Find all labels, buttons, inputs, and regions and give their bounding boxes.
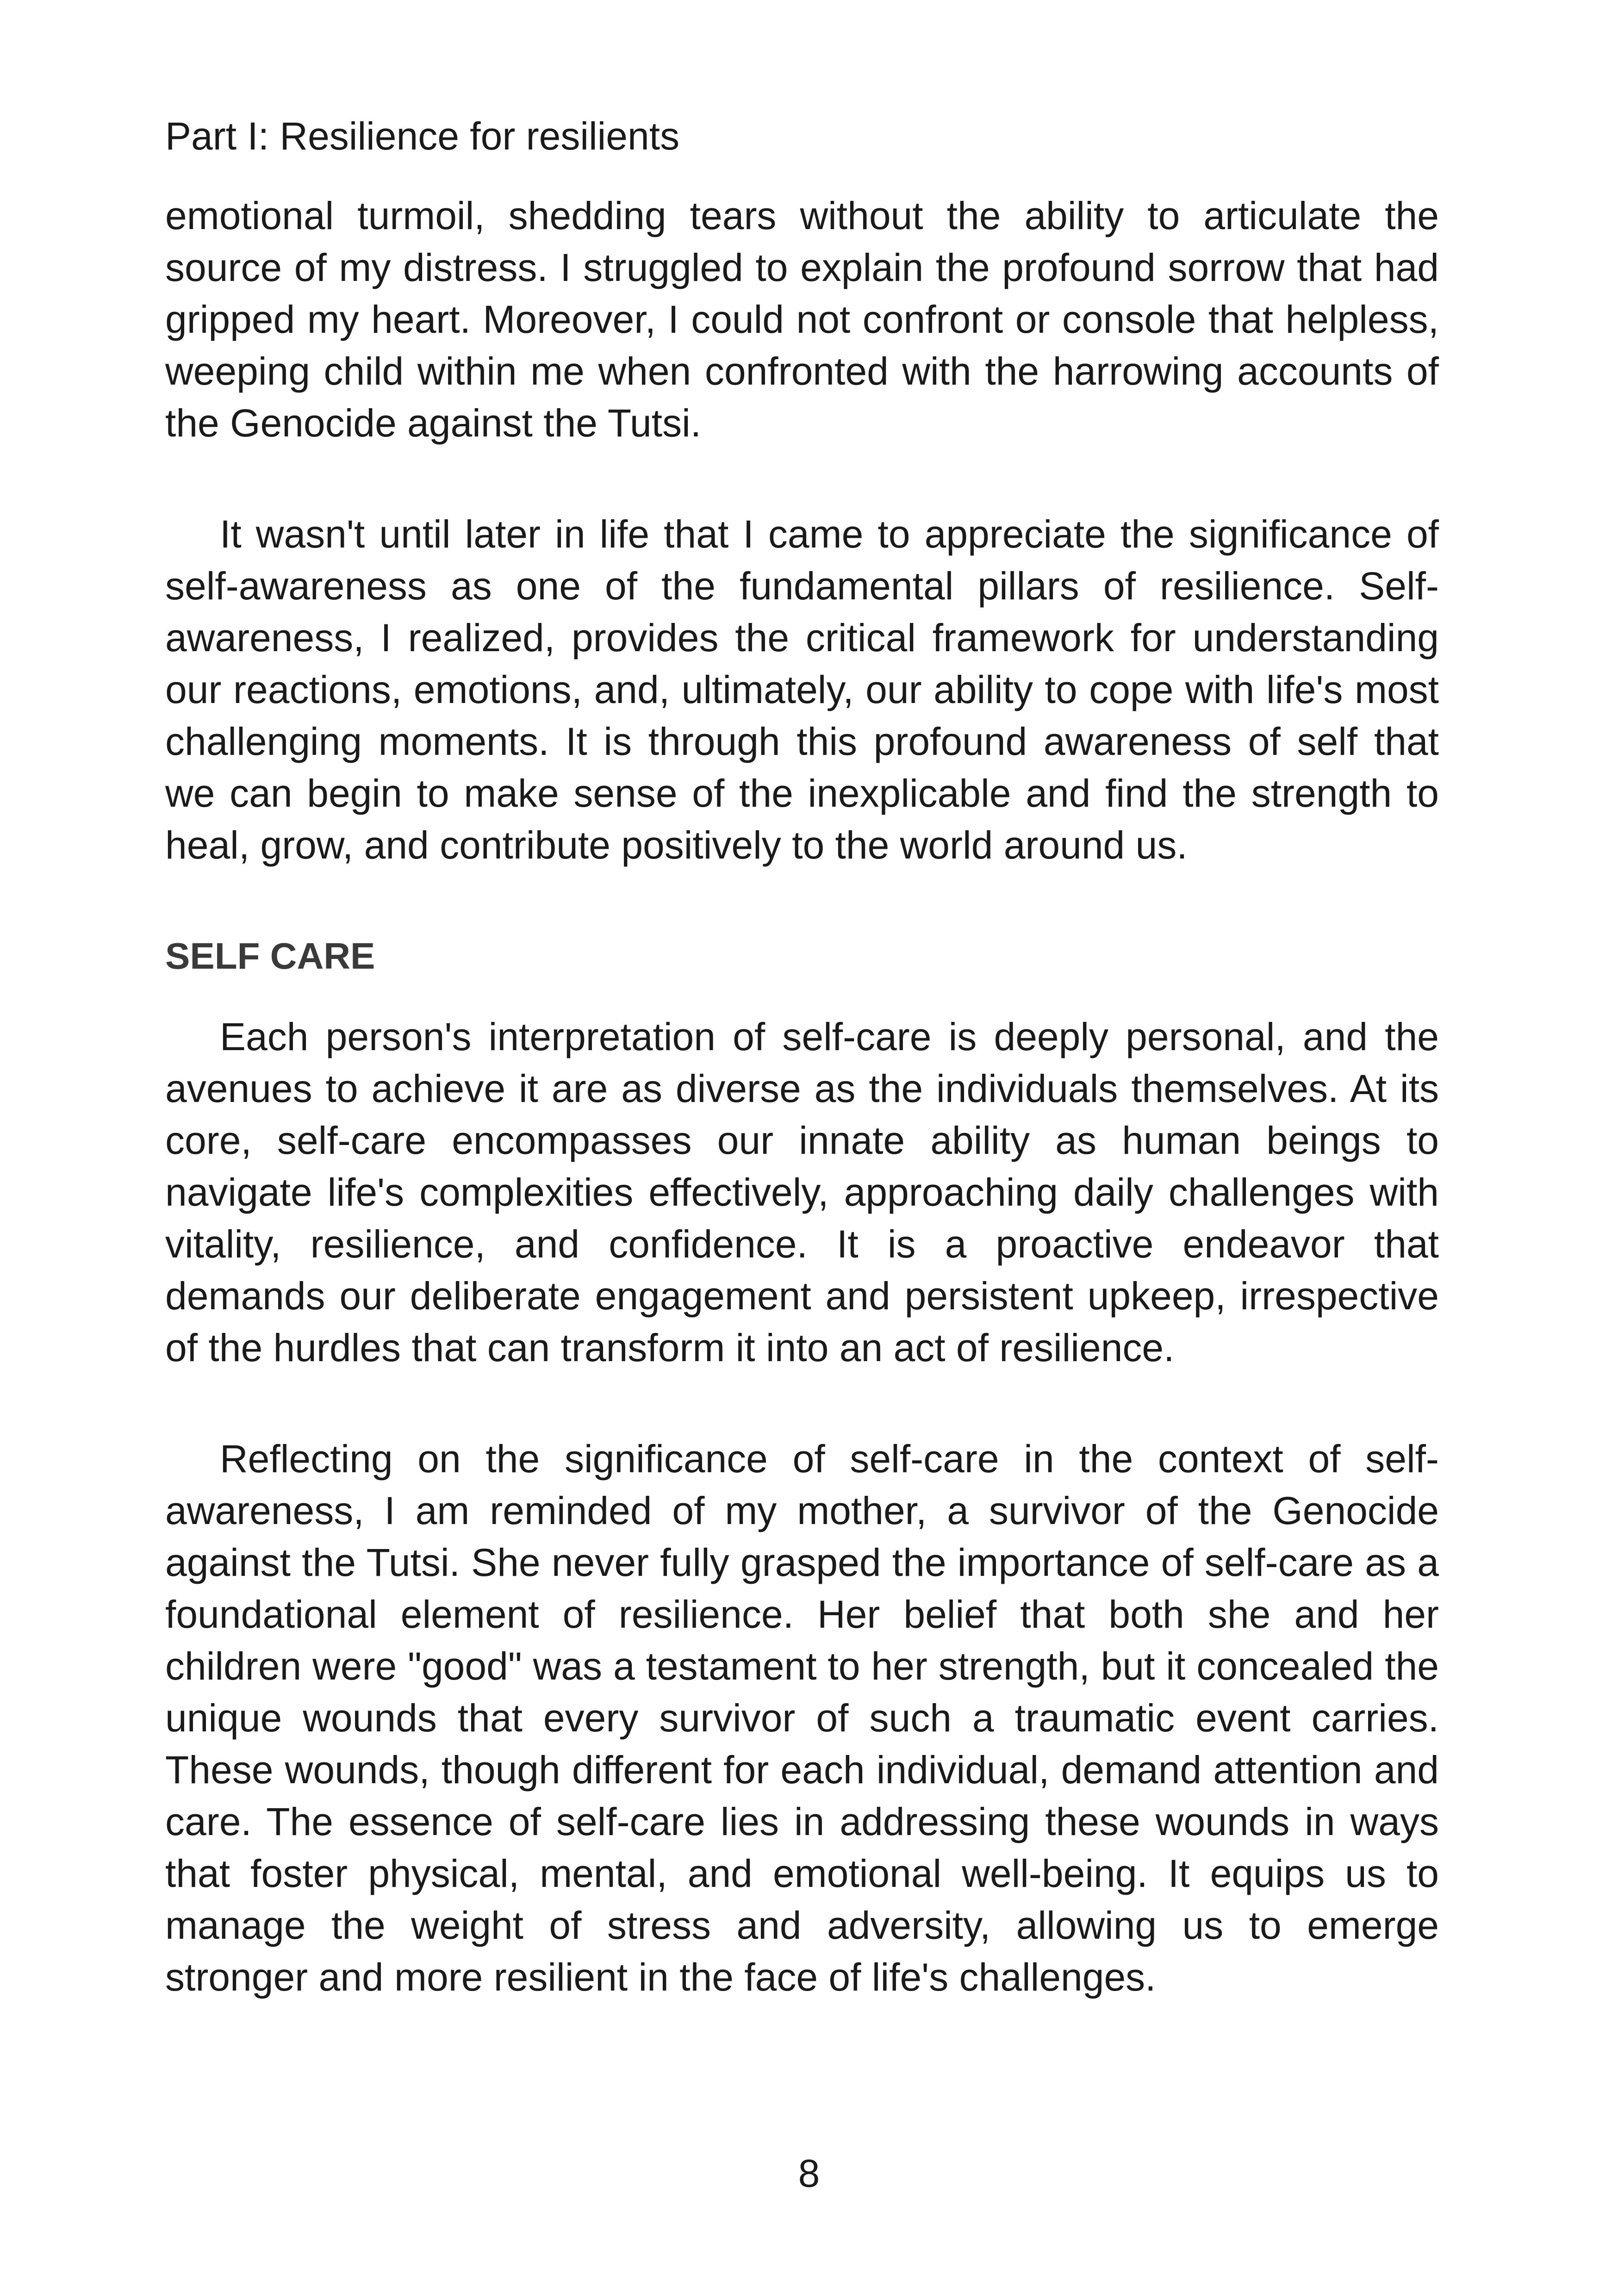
running-header: Part I: Resilience for resilients: [165, 114, 680, 158]
section-heading: SELF CARE: [165, 935, 375, 977]
page-body: [165, 190, 1439, 2003]
page-number: 8: [798, 2152, 820, 2195]
paragraph-continuation: emotional turmoil, shedding tears without the ability to articulate the source of my distress. I struggled to explain the profound sorrow that had gripped my heart. Moreover, I could not confront or console that helpless, weeping child within me when confronted with the harrowing accounts of the Genocide against the Tutsi.: [165, 194, 1439, 445]
paragraph-self-awareness: It wasn't until later in life that I came to appreciate the significance of self-awareness as one of the fundamental pillars of resilience. Self-awareness, I realized, provides the critical framework for understanding our reactions, emotions, and, ultimately, our ability to cope with life's most challenging moments. It is through this profound awareness of self that we can begin to make sense of the inexplicable and find the strength to heal, grow, and contribute positively to the world around us.: [165, 512, 1439, 867]
paragraph-mother-reflection: Reflecting on the significance of self-care in the context of self-awareness, I am reminded of my mother, a survivor of the Genocide against the Tutsi. She never fully grasped the importance of self-care as a foundational element of resilience. Her belief that both she and her children were "good" was a testament to her strength, but it concealed the unique wounds that every survivor of such a traumatic event carries. These wounds, though different for each individual, demand attention and care. The essence of self-care lies in addressing these wounds in ways that foster physical, mental, and emotional well-being. It equips us to manage the weight of stress and adversity, allowing us to emerge stronger and more resilient in the face of life's challenges.: [165, 1437, 1439, 1999]
paragraph-self-care-definition: Each person's interpretation of self-care is deeply personal, and the avenues to achieve it are as diverse as the individuals themselves. At its core, self-care encompasses our innate ability as human beings to navigate life's complexities effectively, approaching daily challenges with vitality, resilience, and confidence. It is a proactive endeavor that demands our deliberate engagement and persistent upkeep, irrespective of the hurdles that can transform it into an act of resilience.: [165, 1015, 1439, 1369]
